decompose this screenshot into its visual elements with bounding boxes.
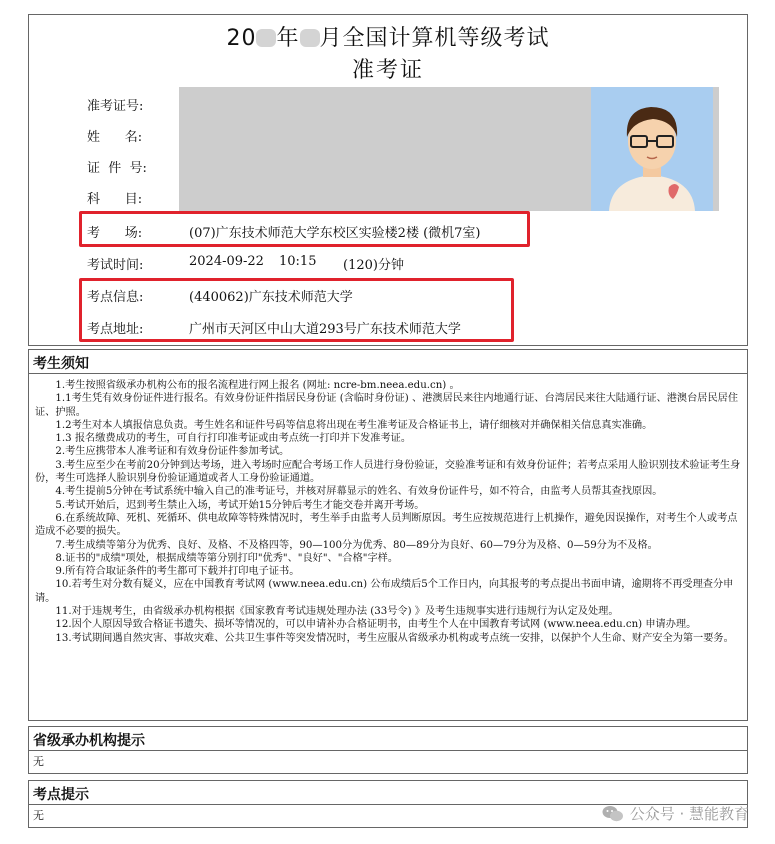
- notice-item: 9.所有符合取证条件的考生都可下载并打印电子证书。: [55, 566, 300, 578]
- venue-value: (07)广东技术师范大学东校区实验楼2楼 (微机7室): [189, 226, 481, 241]
- notice-item: 12.因个人原因导致合格证书遗失、损坏等情况的，可以申请补办合格证明书，由考生个人在中国教育考试网 (www.neea.edu.cn) 申请办理。: [55, 619, 697, 631]
- center-tips-body: 无: [33, 809, 44, 822]
- center-info-label: 考点信息:: [87, 290, 144, 305]
- center-address-value: 广州市天河区中山大道293号广东技术师范大学: [189, 322, 461, 337]
- redacted-month: [300, 29, 320, 47]
- notice-item: 7.考生成绩等第分为优秀、良好、及格、不及格四等，90—100分为优秀、80—89分为良好、60—79分为及格、0—59分为不及格。: [55, 539, 658, 551]
- id-label: 证 件 号:: [87, 161, 147, 176]
- candidate-photo: [591, 87, 713, 211]
- candidate-notice: [28, 349, 748, 721]
- notice-item: 4.考生提前5分钟在考试系统中输入自己的准考证号，并核对屏幕显示的姓名、有效身份证件号，如不符合，由监考人员帮其查找原因。: [55, 486, 663, 498]
- notice-item: 1.3 报名缴费成功的考生，可自行打印准考证或由考点统一打印并下发准考证。: [55, 433, 412, 445]
- exam-date: 2024-09-22: [189, 254, 264, 269]
- provincial-tips: [28, 726, 748, 774]
- name-label: 姓 名:: [87, 130, 143, 145]
- ticket-no-label: 准考证号:: [87, 99, 144, 114]
- center-tips-heading: 考点提示: [29, 781, 747, 805]
- notice-item: 2.考生应携带本人准考证和有效身份证件参加考试。: [55, 446, 290, 458]
- center-info-value: (440062)广东技术师范大学: [189, 290, 353, 305]
- venue-highlight-box: [79, 211, 530, 247]
- avatar-icon: [591, 87, 713, 211]
- notice-item: 13.考试期间遇自然灾害、事故灾难、公共卫生事件等突发情况时，考生应服从省级承办机构或考点统一安排，以保护个人生命、财产安全为第一要务。: [55, 632, 734, 644]
- watermark-text: 公众号 · 慧能教育: [629, 805, 749, 823]
- notice-item: 3.考生应至少在考前20分钟到达考场，进入考场时应配合考场工作人员进行身份验证，交验准考证和有效身份证件；若考点采用人脸识别技术验证考生身份，考生可选择人脸识别身份验证通道或者人工身份验证通道。: [35, 459, 741, 485]
- ticket-subtitle: 准考证: [351, 58, 424, 83]
- subject-label: 科 目:: [87, 192, 143, 207]
- notice-item: 11.对于违规考生，由省级承办机构根据《国家教育考试违规处理办法 (33号令) 》及考生违规事实进行违规行为认定及处理。: [55, 606, 619, 618]
- wechat-icon: [602, 805, 624, 823]
- redacted-year: [256, 29, 276, 47]
- notice-item: 6.在系统故障、死机、死循环、供电故障等特殊情况时，考生举手由监考人员判断原因。考生应按规范进行上机操作，避免因误操作，对考生个人或考点造成不必要的损失。: [35, 512, 738, 538]
- notice-heading: 考生须知: [29, 350, 747, 374]
- watermark: [602, 803, 749, 824]
- venue-label: 考 场:: [87, 226, 143, 241]
- exam-clock: 10:15: [279, 254, 317, 269]
- exam-duration: (120)分钟: [343, 258, 404, 273]
- notice-item: 1.考生按照省级承办机构公布的报名流程进行网上报名 (网址: ncre-bm.neea.edu.cn) 。: [55, 380, 460, 391]
- notice-item: 8.证书的"成绩"项处，根据成绩等第分别打印"优秀"、"良好"、"合格"字样。: [55, 552, 399, 564]
- notice-item: 5.考试开始后，迟到考生禁止入场，考试开始15分钟后考生才能交卷并离开考场。: [55, 499, 425, 511]
- center-address-label: 考点地址:: [87, 322, 144, 337]
- provincial-tips-body: 无: [33, 755, 44, 768]
- exam-title: 20 年 月全国计算机等级考试: [226, 26, 550, 51]
- exam-time-label: 考试时间:: [87, 258, 144, 273]
- center-highlight-box: [79, 278, 514, 342]
- notice-item: 10.若考生对分数有疑义，应在中国教育考试网 (www.neea.edu.cn) 公布成绩后5个工作日内，向其报考的考点提出书面申请，逾期将不再受理查分申请。: [35, 579, 734, 604]
- notice-item: 1.2考生对本人填报信息负责。考生姓名和证件号码等信息将出现在考生准考证及合格证书上，请仔细核对并确保相关信息真实准确。: [55, 419, 653, 431]
- provincial-tips-heading: 省级承办机构提示: [29, 727, 747, 751]
- notice-item: 1.1考生凭有效身份证件进行报名。有效身份证件指居民身份证 (含临时身份证) 、港澳居民来往内地通行证、台湾居民来往大陆通行证、港澳台居民居住证、护照。: [35, 393, 739, 418]
- notice-list: [29, 374, 747, 649]
